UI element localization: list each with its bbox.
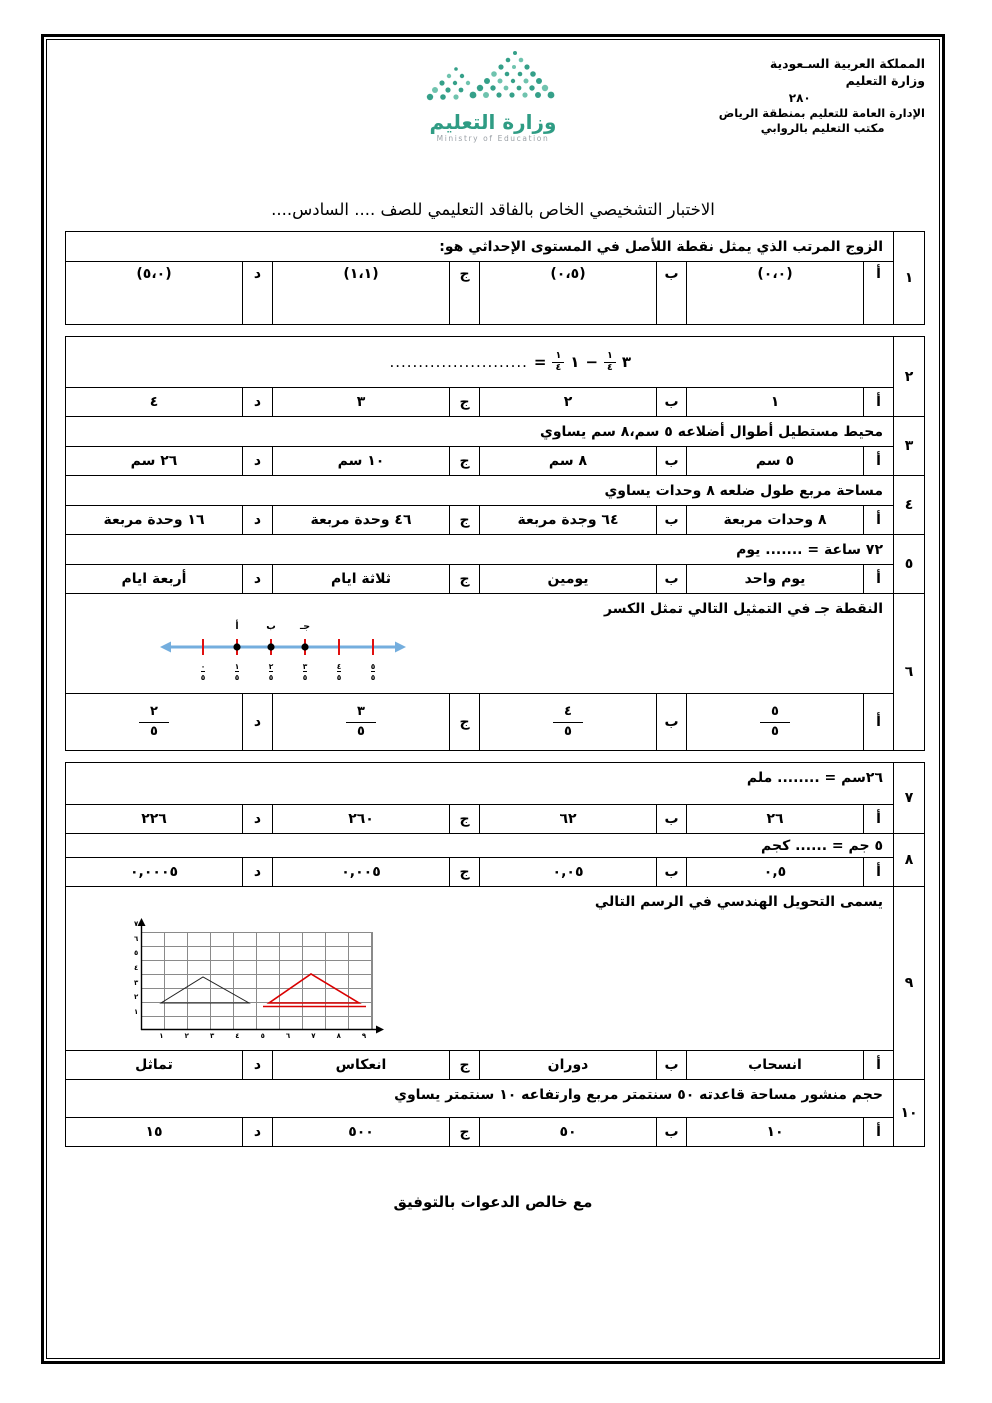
option-answer-d: ٠,٠٠٠٥ bbox=[129, 864, 179, 880]
option-answer-a: ٨ وحدات مربعة bbox=[686, 506, 863, 534]
axis-label: ٩ bbox=[361, 1032, 367, 1040]
grid-figure bbox=[134, 918, 373, 1040]
option-letter-a: أ bbox=[863, 565, 893, 593]
ministry-logo bbox=[398, 48, 588, 143]
option-answer-a: ٥ ٥ bbox=[686, 694, 863, 750]
header bbox=[57, 46, 929, 174]
question-2-number: ٢ bbox=[893, 337, 924, 416]
question-6-title-cell bbox=[66, 594, 893, 694]
option-letter-a: أ bbox=[863, 858, 893, 886]
question-4-number: ٤ bbox=[893, 476, 924, 534]
header-text-block bbox=[719, 56, 925, 137]
question-1-main bbox=[66, 232, 893, 324]
option-letter-c: ج bbox=[449, 858, 479, 886]
option-answer-c: ٢٦٠ bbox=[272, 805, 449, 833]
question-5-number: ٥ bbox=[893, 535, 924, 593]
question-3-answers bbox=[66, 447, 893, 475]
option-letter-a: أ bbox=[863, 694, 893, 750]
option-answer-b: دوران bbox=[479, 1051, 656, 1079]
axis-label: ٨ bbox=[336, 1032, 341, 1040]
option-letter-b: ب bbox=[656, 388, 686, 416]
option-letter-b: ب bbox=[656, 858, 686, 886]
option-letter-c: ج bbox=[449, 694, 479, 750]
grid-shapes-icon bbox=[141, 932, 372, 1030]
option-answer-d: ١٦ وحدة مربعة bbox=[103, 512, 205, 528]
subtrahend-fraction: ١ ٤ bbox=[552, 351, 564, 374]
question-9-text: يسمى التحويل الهندسي في الرسم التالي bbox=[594, 894, 883, 910]
option-answer-c: ٥٠٠ bbox=[272, 1118, 449, 1146]
question-2 bbox=[65, 336, 925, 417]
option-answer-c: (١،١) bbox=[272, 262, 449, 324]
subtrahend-whole: ١ bbox=[570, 353, 580, 371]
option-answer-b: (٠،٥) bbox=[479, 262, 656, 324]
grid-y-labels bbox=[134, 920, 141, 1016]
option-answer-c: ١٠ سم bbox=[272, 447, 449, 475]
question-9-answers bbox=[66, 1051, 893, 1079]
question-10-main bbox=[66, 1080, 893, 1146]
option-answer-c: ٣ ٥ bbox=[272, 694, 449, 750]
question-2-answers bbox=[66, 388, 893, 416]
header-directorate: الإدارة العامة للتعليم بمنطقة الرياض bbox=[718, 105, 925, 120]
grid-x-labels bbox=[141, 1030, 372, 1040]
option-letter-c: ج bbox=[449, 1118, 479, 1146]
axis-label: ٧ bbox=[134, 920, 139, 928]
axis-label: ٤ bbox=[235, 1032, 240, 1040]
option-letter-a: أ bbox=[863, 388, 893, 416]
logo-subtitle: Ministry of Education bbox=[436, 134, 550, 143]
point-label-j: جـ bbox=[299, 621, 311, 632]
option-letter-c: ج bbox=[449, 262, 479, 324]
question-5-main bbox=[66, 535, 893, 593]
option-letter-c: ج bbox=[449, 565, 479, 593]
option-answer-d: (٥،٠) bbox=[136, 266, 172, 282]
option-letter-a: أ bbox=[863, 805, 893, 833]
questions-table bbox=[65, 231, 925, 1147]
axis-label: ٥ bbox=[134, 949, 139, 958]
minuend-fraction: ١ ٤ bbox=[604, 351, 616, 374]
option-letter-a: أ bbox=[863, 262, 893, 324]
point-label-b: ب bbox=[266, 621, 276, 632]
option-letter-a: أ bbox=[863, 1051, 893, 1079]
grid-column bbox=[141, 918, 373, 1040]
number-line-icon bbox=[158, 634, 408, 660]
question-3-main bbox=[66, 417, 893, 475]
question-3-text: محيط مستطيل أطوال أضلاعه ٥ سم،٨ سم يساوي bbox=[66, 417, 893, 447]
option-answer-c: انعكاس bbox=[272, 1051, 449, 1079]
option-letter-c: ج bbox=[449, 447, 479, 475]
option-answer-d: تماثل bbox=[135, 1057, 173, 1073]
option-answer-a: ١٠ bbox=[686, 1118, 863, 1146]
grid-area bbox=[141, 932, 373, 1030]
question-8-number: ٨ bbox=[893, 834, 924, 886]
option-answer-a: ٥ سم bbox=[686, 447, 863, 475]
question-4-main bbox=[66, 476, 893, 534]
option-answer-b: ٦٢ bbox=[479, 805, 656, 833]
option-answer-c: ٣ bbox=[272, 388, 449, 416]
option-letter-b: ب bbox=[656, 1118, 686, 1146]
option-answer-a: ١ bbox=[686, 388, 863, 416]
option-letter-c: ج bbox=[449, 805, 479, 833]
question-6-text: النقطة جـ في التمثيل التالي تمثل الكسر bbox=[604, 601, 883, 617]
question-10-number: ١٠ bbox=[893, 1080, 924, 1146]
question-10 bbox=[65, 1079, 925, 1147]
question-8 bbox=[65, 833, 925, 887]
option-letter-c: ج bbox=[449, 1051, 479, 1079]
option-letter-b: ب bbox=[656, 262, 686, 324]
option-letter-a: أ bbox=[863, 1118, 893, 1146]
option-answer-d: ١٥ bbox=[145, 1124, 163, 1140]
option-answer-c: ثلاثة ايام bbox=[272, 565, 449, 593]
header-ministry: وزارة التعليم bbox=[845, 72, 925, 88]
question-10-text: حجم منشور مساحة قاعدته ٥٠ سنتمتر مربع وارتفاعه ١٠ سنتمتر يساوي bbox=[66, 1080, 893, 1118]
option-answer-b: ٤ ٥ bbox=[479, 694, 656, 750]
option-answer-b: ٠,٠٥ bbox=[479, 858, 656, 886]
question-7-number: ٧ bbox=[893, 763, 924, 833]
question-4 bbox=[65, 475, 925, 535]
ministry-logo-icon bbox=[418, 48, 568, 106]
question-7-main bbox=[66, 763, 893, 833]
option-letter-c: ج bbox=[449, 388, 479, 416]
option-letter-d: د bbox=[242, 694, 272, 750]
axis-label: ٣ bbox=[134, 978, 139, 987]
option-answer-b: ٢ bbox=[479, 388, 656, 416]
option-letter-b: ب bbox=[656, 447, 686, 475]
option-answer-a: انسحاب bbox=[686, 1051, 863, 1079]
option-letter-d: د bbox=[242, 388, 272, 416]
axis-label: ١ bbox=[159, 1032, 164, 1040]
question-8-answers bbox=[66, 858, 893, 886]
question-9 bbox=[65, 886, 925, 1080]
question-7-text: ٢٦سم = ........ ملم bbox=[66, 763, 893, 805]
option-letter-b: ب bbox=[656, 694, 686, 750]
axis-label: ٤ bbox=[134, 963, 139, 972]
option-answer-c: ٠,٠٠٥ bbox=[272, 858, 449, 886]
minuend-whole: ٣ bbox=[621, 353, 631, 371]
answer-blank: ........................ bbox=[389, 353, 528, 371]
question-1-text: الزوج المرتب الذي يمثل نقطة اللأصل في المستوى الإحداثي هو: bbox=[66, 232, 893, 262]
axis-label: ٦ bbox=[285, 1032, 291, 1040]
page-content bbox=[46, 39, 940, 1359]
option-answer-d: ٤ bbox=[149, 394, 159, 410]
option-answer-b: ٥٠ bbox=[479, 1118, 656, 1146]
question-4-answers bbox=[66, 506, 893, 534]
question-1-answers bbox=[66, 262, 893, 324]
exam-title: الاختبار التشخيصي الخاص بالفاقد التعليمي للصف .... السادس.... bbox=[271, 200, 715, 219]
option-letter-a: أ bbox=[863, 447, 893, 475]
option-letter-a: أ bbox=[863, 506, 893, 534]
option-answer-d: ٢٦ سم bbox=[130, 453, 178, 469]
option-letter-d: د bbox=[242, 565, 272, 593]
axis-label: ١ bbox=[134, 1007, 139, 1016]
option-letter-d: د bbox=[242, 447, 272, 475]
option-answer-d: ٢٢٦ bbox=[141, 811, 167, 827]
question-6-number: ٦ bbox=[893, 594, 924, 750]
option-letter-d: د bbox=[242, 506, 272, 534]
logo-wordmark: وزارة التعليم bbox=[429, 110, 557, 134]
axis-label: ٢ bbox=[184, 1032, 189, 1040]
question-4-text: مساحة مربع طول ضلعه ٨ وحدات يساوي bbox=[66, 476, 893, 506]
question-3-number: ٣ bbox=[893, 417, 924, 475]
header-country: المملكة العربية السـعودية bbox=[769, 56, 925, 71]
page-border-frame bbox=[41, 34, 945, 1364]
question-5 bbox=[65, 534, 925, 594]
option-letter-d: د bbox=[242, 1051, 272, 1079]
question-7-answers bbox=[66, 805, 893, 833]
minus-operator: − bbox=[585, 353, 599, 371]
axis-label: ٦ bbox=[134, 934, 139, 943]
option-answer-b: ٨ سم bbox=[479, 447, 656, 475]
option-answer-a: ٢٦ bbox=[686, 805, 863, 833]
question-10-answers bbox=[66, 1118, 893, 1146]
option-letter-d: د bbox=[242, 805, 272, 833]
option-answer-b: يومين bbox=[479, 565, 656, 593]
option-answer-c: ٤٦ وحدة مربعة bbox=[272, 506, 449, 534]
option-letter-d: د bbox=[242, 1118, 272, 1146]
header-doc-number: ٢٨٠ bbox=[788, 90, 811, 105]
question-6-main bbox=[66, 594, 893, 750]
option-letter-d: د bbox=[242, 262, 272, 324]
axis-label: ٥ bbox=[260, 1032, 265, 1040]
question-9-title-cell bbox=[66, 887, 893, 1051]
point-label-a: أ bbox=[235, 621, 239, 632]
question-5-text: ٧٢ ساعة = ....... يوم bbox=[66, 535, 893, 565]
question-8-main bbox=[66, 834, 893, 886]
question-9-main bbox=[66, 887, 893, 1079]
option-answer-a: (٠،٠) bbox=[686, 262, 863, 324]
option-answer-d: أربعة ايام bbox=[121, 571, 187, 587]
option-answer-a: يوم واحد bbox=[686, 565, 863, 593]
option-letter-b: ب bbox=[656, 506, 686, 534]
option-answer-a: ٠,٥ bbox=[686, 858, 863, 886]
option-letter-b: ب bbox=[656, 565, 686, 593]
question-6-answers bbox=[66, 694, 893, 750]
header-office: مكتب التعليم بالروابي bbox=[760, 121, 885, 136]
question-9-number: ٩ bbox=[893, 887, 924, 1079]
question-5-answers bbox=[66, 565, 893, 593]
option-letter-d: د bbox=[242, 858, 272, 886]
axis-label: ٣ bbox=[209, 1032, 215, 1040]
option-letter-c: ج bbox=[449, 506, 479, 534]
question-1-number: ١ bbox=[893, 232, 924, 324]
question-1 bbox=[65, 231, 925, 325]
question-6 bbox=[65, 593, 925, 751]
question-2-expression bbox=[66, 337, 893, 388]
question-8-text: ٥ جم = ...... كجم bbox=[66, 834, 893, 858]
question-7 bbox=[65, 762, 925, 834]
axis-label: ٢ bbox=[134, 993, 139, 1002]
equals-sign: = bbox=[533, 353, 547, 371]
axis-label: ٧ bbox=[311, 1032, 316, 1040]
footer-message: مع خالص الدعوات بالتوفيق bbox=[393, 1193, 593, 1211]
option-answer-d: ٢ ٥ bbox=[66, 694, 242, 750]
option-letter-b: ب bbox=[656, 805, 686, 833]
question-2-main bbox=[66, 337, 893, 416]
question-3 bbox=[65, 416, 925, 476]
number-line-figure: أ ب جـ ٠ ٥ ١ ٥ ٢ ٥ ٣ ٥ ٤ ٥ ٥ ٥ bbox=[158, 621, 408, 687]
option-letter-b: ب bbox=[656, 1051, 686, 1079]
option-answer-b: ٦٤ وجدة مربعة bbox=[479, 506, 656, 534]
